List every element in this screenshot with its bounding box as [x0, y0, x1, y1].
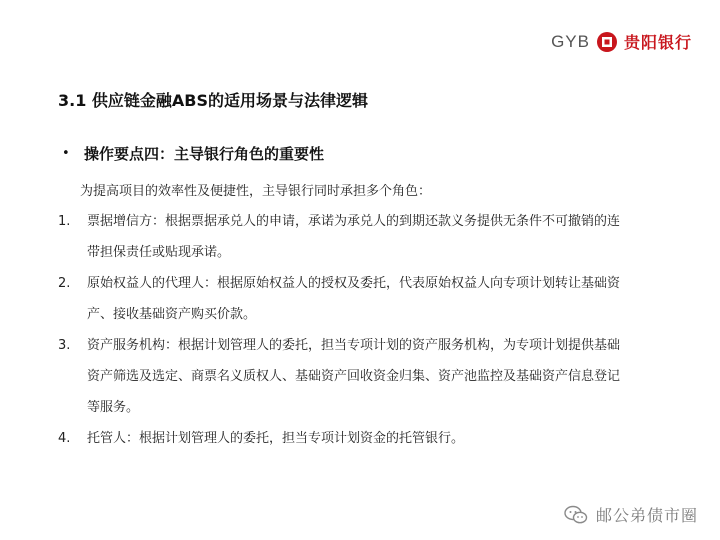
role-list — [58, 206, 678, 454]
key-point-title: 操作要点四：主导银行角色的重要性 — [84, 145, 325, 163]
list-item-number: 2. — [58, 276, 71, 291]
watermark — [564, 503, 698, 526]
wechat-icon — [564, 505, 588, 525]
logo-code: GYB — [551, 31, 590, 51]
key-point-heading — [62, 143, 324, 164]
list-item-line: 等服务。 — [87, 400, 140, 415]
watermark-text: 邮公弟债市圈 — [595, 506, 698, 525]
logo-name: 贵阳银行 — [623, 33, 692, 52]
list-item-line: 资产筛选及选定、商票名义质权人、基础资产回收资金归集、资产池监控及基础资产信息登记 — [87, 369, 621, 384]
list-item-text — [87, 423, 678, 454]
list-item-number: 4. — [58, 431, 71, 446]
list-item — [58, 206, 678, 268]
list-item-line: 产、接收基础资产购买价款。 — [87, 307, 257, 322]
bullet-icon: • — [62, 146, 70, 161]
section-title: 3.1 供应链金融ABS的适用场景与法律逻辑 — [58, 91, 369, 110]
list-item-line: 原始权益人的代理人：根据原始权益人的授权及委托，代表原始权益人向专项计划转让基础资 — [87, 276, 621, 291]
list-item-text — [87, 268, 678, 330]
bank-logo-mark-icon — [596, 31, 618, 53]
list-item-line: 带担保责任或贴现承诺。 — [87, 245, 231, 260]
list-item-line: 资产服务机构：根据计划管理人的委托，担当专项计划的资产服务机构，为专项计划提供基础 — [87, 338, 621, 353]
list-item-line: 票据增信方：根据票据承兑人的申请，承诺为承兑人的到期还款义务提供无条件不可撤销的连 — [87, 214, 621, 229]
bank-logo — [551, 30, 692, 53]
list-item — [58, 268, 678, 330]
list-item-text — [87, 330, 678, 423]
intro-text: 为提高项目的效率性及便捷性，主导银行同时承担多个角色： — [80, 184, 432, 199]
list-item — [58, 423, 678, 454]
list-item-number: 1. — [58, 214, 71, 229]
list-item-text — [87, 206, 678, 268]
list-item — [58, 330, 678, 423]
list-item-line: 托管人：根据计划管理人的委托，担当专项计划资金的托管银行。 — [87, 431, 465, 446]
list-item-number: 3. — [58, 338, 71, 353]
